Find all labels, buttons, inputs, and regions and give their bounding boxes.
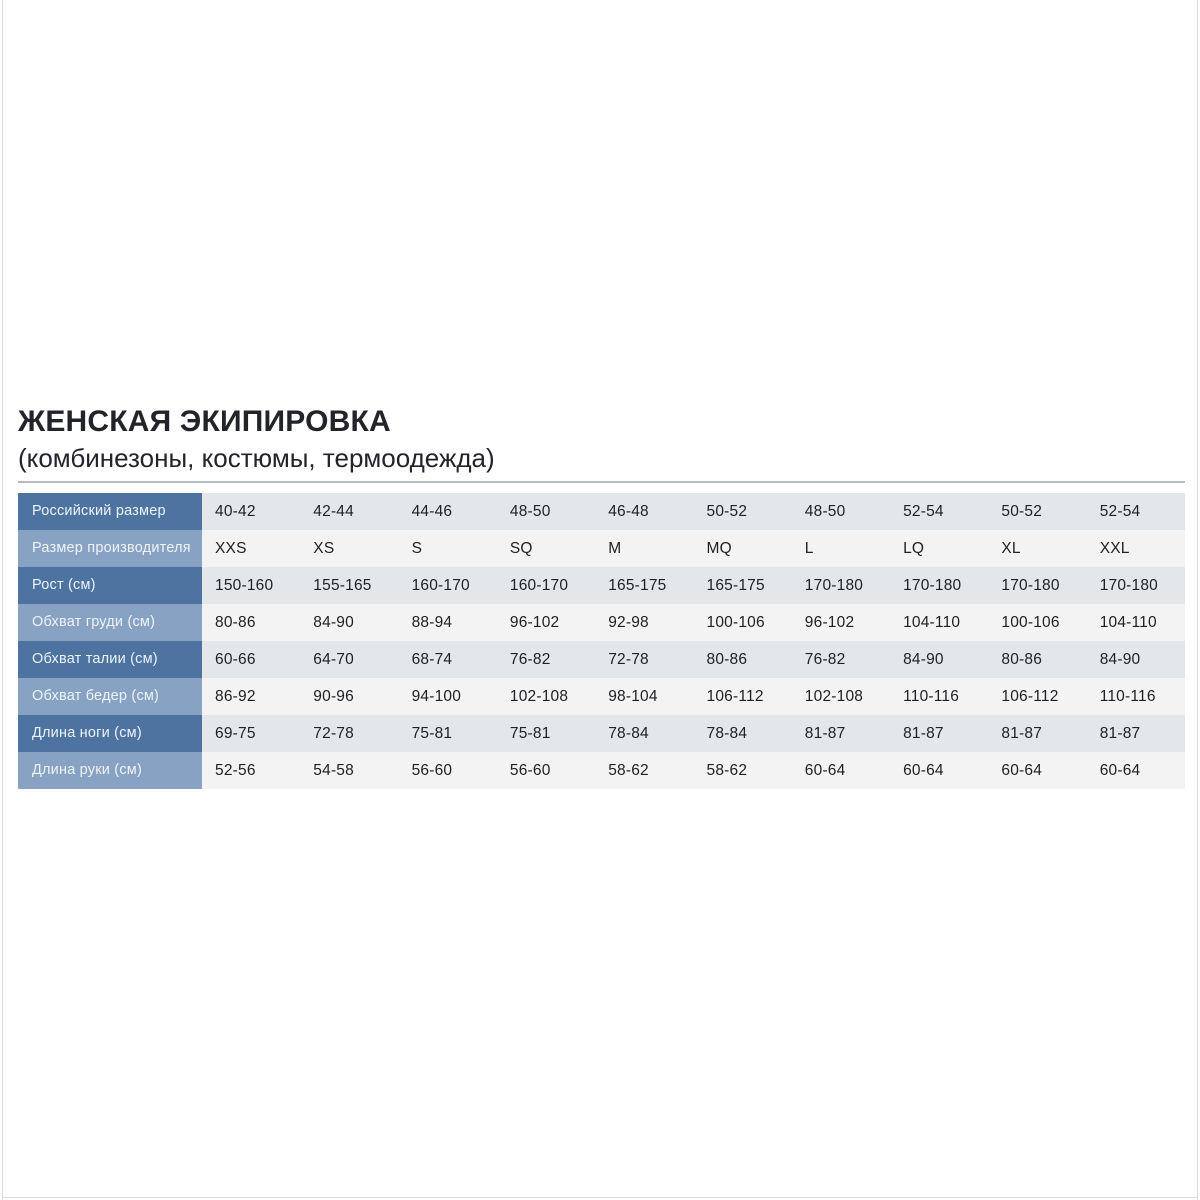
page-edge-line-left	[2, 0, 3, 1200]
size-cell: 69-75	[202, 715, 300, 752]
size-cell: 81-87	[792, 715, 890, 752]
size-cell: XS	[300, 530, 398, 567]
size-cell: 80-86	[202, 604, 300, 641]
size-cell: 170-180	[1087, 567, 1185, 604]
size-cell: 56-60	[399, 752, 497, 789]
size-cell: 160-170	[399, 567, 497, 604]
size-cell: 80-86	[988, 641, 1086, 678]
size-cell: 170-180	[792, 567, 890, 604]
size-cell: 106-112	[988, 678, 1086, 715]
row-label: Рост (см)	[18, 567, 202, 604]
size-cell: 64-70	[300, 641, 398, 678]
size-cell: M	[595, 530, 693, 567]
size-cell: 84-90	[890, 641, 988, 678]
size-cell: 44-46	[399, 493, 497, 530]
size-cell: 81-87	[1087, 715, 1185, 752]
size-cell: 58-62	[595, 752, 693, 789]
size-cell: 84-90	[1087, 641, 1185, 678]
size-cell: 52-56	[202, 752, 300, 789]
size-cell: 76-82	[497, 641, 595, 678]
size-cell: 104-110	[1087, 604, 1185, 641]
size-cell: MQ	[694, 530, 792, 567]
size-cell: LQ	[890, 530, 988, 567]
page-subtitle: (комбинезоны, костюмы, термоодежда)	[18, 443, 495, 473]
size-cell: 170-180	[890, 567, 988, 604]
size-cell: XL	[988, 530, 1086, 567]
row-label: Российский размер	[18, 493, 202, 530]
size-cell: 110-116	[890, 678, 988, 715]
size-cell: 106-112	[694, 678, 792, 715]
row-label: Длина руки (см)	[18, 752, 202, 789]
size-table	[18, 493, 1185, 789]
size-cell: 54-58	[300, 752, 398, 789]
size-cell: 96-102	[792, 604, 890, 641]
size-cell: 60-66	[202, 641, 300, 678]
row-label: Обхват бедер (см)	[18, 678, 202, 715]
row-label: Размер производителя	[18, 530, 202, 567]
page-edge-line-bottom	[2, 1197, 1198, 1198]
size-cell: 100-106	[694, 604, 792, 641]
size-cell: XXS	[202, 530, 300, 567]
size-cell: 165-175	[694, 567, 792, 604]
size-cell: 50-52	[988, 493, 1086, 530]
size-cell: 94-100	[399, 678, 497, 715]
page-title: ЖЕНСКАЯ ЭКИПИРОВКА	[18, 405, 391, 438]
size-cell: 96-102	[497, 604, 595, 641]
size-cell: 98-104	[595, 678, 693, 715]
size-cell: 102-108	[497, 678, 595, 715]
size-cell: S	[399, 530, 497, 567]
size-cell: 60-64	[792, 752, 890, 789]
size-cell: 86-92	[202, 678, 300, 715]
size-cell: SQ	[497, 530, 595, 567]
row-label: Обхват груди (см)	[18, 604, 202, 641]
size-cell: XXL	[1087, 530, 1185, 567]
size-cell: 56-60	[497, 752, 595, 789]
size-cell: 42-44	[300, 493, 398, 530]
divider	[18, 481, 1185, 483]
size-cell: 60-64	[988, 752, 1086, 789]
row-label: Обхват талии (см)	[18, 641, 202, 678]
size-cell: 170-180	[988, 567, 1086, 604]
size-cell: 60-64	[1087, 752, 1185, 789]
size-cell: 90-96	[300, 678, 398, 715]
size-cell: 75-81	[399, 715, 497, 752]
size-cell: 165-175	[595, 567, 693, 604]
size-cell: 72-78	[595, 641, 693, 678]
size-cell: 104-110	[890, 604, 988, 641]
size-cell: 46-48	[595, 493, 693, 530]
size-cell: 88-94	[399, 604, 497, 641]
size-cell: 92-98	[595, 604, 693, 641]
size-cell: 72-78	[300, 715, 398, 752]
size-cell: 68-74	[399, 641, 497, 678]
size-cell: 80-86	[694, 641, 792, 678]
size-cell: 48-50	[497, 493, 595, 530]
size-chart-section	[18, 403, 1185, 789]
size-cell: 52-54	[890, 493, 988, 530]
size-cell: 155-165	[300, 567, 398, 604]
size-cell: 100-106	[988, 604, 1086, 641]
size-cell: 78-84	[595, 715, 693, 752]
size-cell: 81-87	[890, 715, 988, 752]
size-cell: 102-108	[792, 678, 890, 715]
size-cell: 48-50	[792, 493, 890, 530]
row-label: Длина ноги (см)	[18, 715, 202, 752]
size-cell: 76-82	[792, 641, 890, 678]
size-cell: 60-64	[890, 752, 988, 789]
size-cell: 150-160	[202, 567, 300, 604]
size-cell: 75-81	[497, 715, 595, 752]
size-cell: 40-42	[202, 493, 300, 530]
size-cell: 52-54	[1087, 493, 1185, 530]
size-cell: 58-62	[694, 752, 792, 789]
size-cell: 50-52	[694, 493, 792, 530]
size-cell: 160-170	[497, 567, 595, 604]
page-edge-line-right	[1197, 0, 1198, 1200]
size-cell: L	[792, 530, 890, 567]
size-cell: 110-116	[1087, 678, 1185, 715]
size-cell: 81-87	[988, 715, 1086, 752]
size-cell: 78-84	[694, 715, 792, 752]
size-cell: 84-90	[300, 604, 398, 641]
